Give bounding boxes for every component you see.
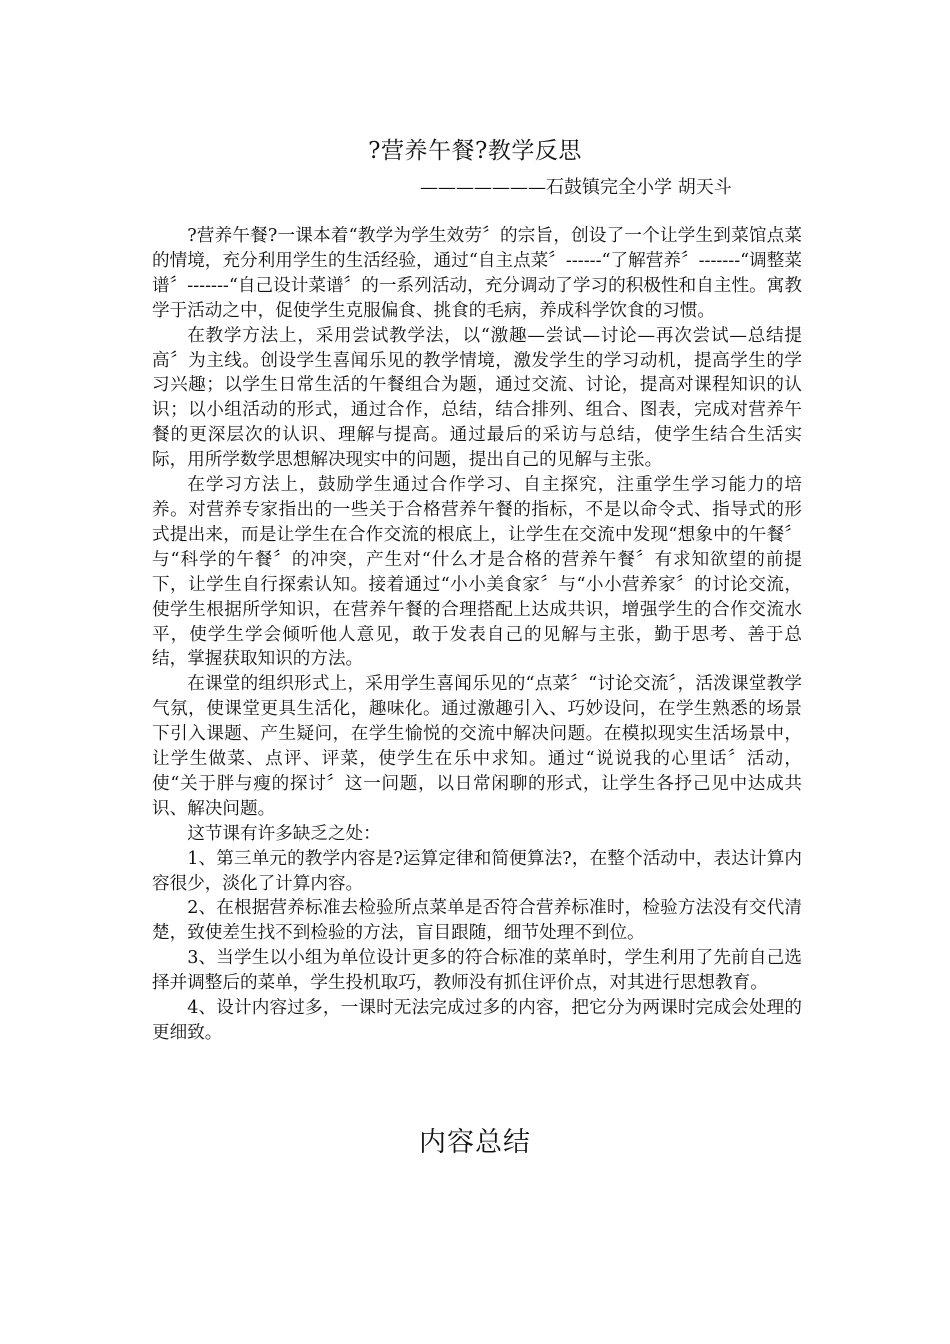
paragraph-learning-method: 在学习方法上，鼓励学生通过合作学习、自主探究，注重学生学习能力的培养。对营养专家指出的一些关于合格营养午餐的指标，不是以命令式、指导式的形式提出来，而是让学生在合作交流的根底上，让学生在交流中发现“想象中的午餐〞与“科学的午餐〞的冲突，产生对“什么才是合格的营养午餐〞有求知欲望的前提下，让学生自行探索认知。接着通过“小小美食家〞与“小小营养家〞的讨论交流，使学生根据所学知识，在营养午餐的合理搭配上达成共识，增强学生的合作交流水平，使学生学会倾听他人意见，敢于发表自己的见解与主张，勤于思考、善于总结，掌握获取知识的方法。 xyxy=(152,475,802,670)
summary-heading: 内容总结 xyxy=(419,1127,531,1158)
paragraph-shortcoming-1: 1、第三单元的教学内容是?运算定律和简便算法?，在整个活动中，表达计算内容很少，淡化了计算内容。 xyxy=(152,848,802,894)
document-body xyxy=(152,224,802,1046)
document-title: ?营养午餐?教学反思 xyxy=(368,138,582,164)
paragraph-shortcomings-intro: 这节课有许多缺乏之处： xyxy=(187,823,381,844)
paragraph-classroom-organization: 在课堂的组织形式上，采用学生喜闻乐见的“点菜〞“讨论交流〞，活泼课堂教学气氛，使课堂更具生活化，趣味化。通过激趣引入、巧妙设问，在学生熟悉的场景下引入课题、产生疑问，在学生愉悦的交流中解决问题。在模拟现实生活场景中，让学生做菜、点评、评菜，使学生在乐中求知。通过“说说我的心里话〞活动，使“关于胖与瘦的探讨〞这一问题，以日常闲聊的形式，让学生各抒己见中达成共识、解决问题。 xyxy=(152,674,802,819)
paragraph-shortcoming-3: 3、当学生以小组为单位设计更多的符合标准的菜单时，学生利用了先前自己选择并调整后的菜单，学生投机取巧，教师没有抓住评价点，对其进行思想教育。 xyxy=(152,948,802,994)
paragraph-shortcoming-4: 4、设计内容过多，一课时无法完成过多的内容，把它分为两课时完成会处理的更细致。 xyxy=(152,998,802,1043)
paragraph-shortcoming-2: 2、在根据营养标准去检验所点菜单是否符合营养标准时，检验方法没有交代清楚，致使差生找不到检验的方法，盲目跟随，细节处理不到位。 xyxy=(152,898,802,944)
paragraph-teaching-method: 在教学方法上，采用尝试教学法，以“激趣—尝试—讨论—再次尝试—总结提高〞为主线。创设学生喜闻乐见的教学情境，激发学生的学习动机，提高学生的学习兴趣；以学生日常生活的午餐组合为题，通过交流、讨论，提高对课程知识的认识；以小组活动的形式，通过合作，总结，结合排列、组合、图表，完成对营养午餐的更深层次的认识、理解与提高。通过最后的采访与总结，使学生结合生活实际，用所学数学思想解决现实中的问题，提出自己的见解与主张。 xyxy=(152,325,802,471)
paragraph-intro: ?营养午餐?一课本着“教学为学生效劳〞的宗旨，创设了一个让学生到菜馆点菜的情境，充分利用学生的生活经验，通过“自主点菜〞------“了解营养〞-------“调整菜谱〞-------“自己设计菜谱〞的一系列活动，充分调动了学习的积极性和自主性。寓教学于活动之中，促使学生克服偏食、挑食的毛病，养成科学饮食的习惯。 xyxy=(152,226,802,321)
document-byline: ———————石鼓镇完全小学 胡天斗 xyxy=(420,177,732,198)
